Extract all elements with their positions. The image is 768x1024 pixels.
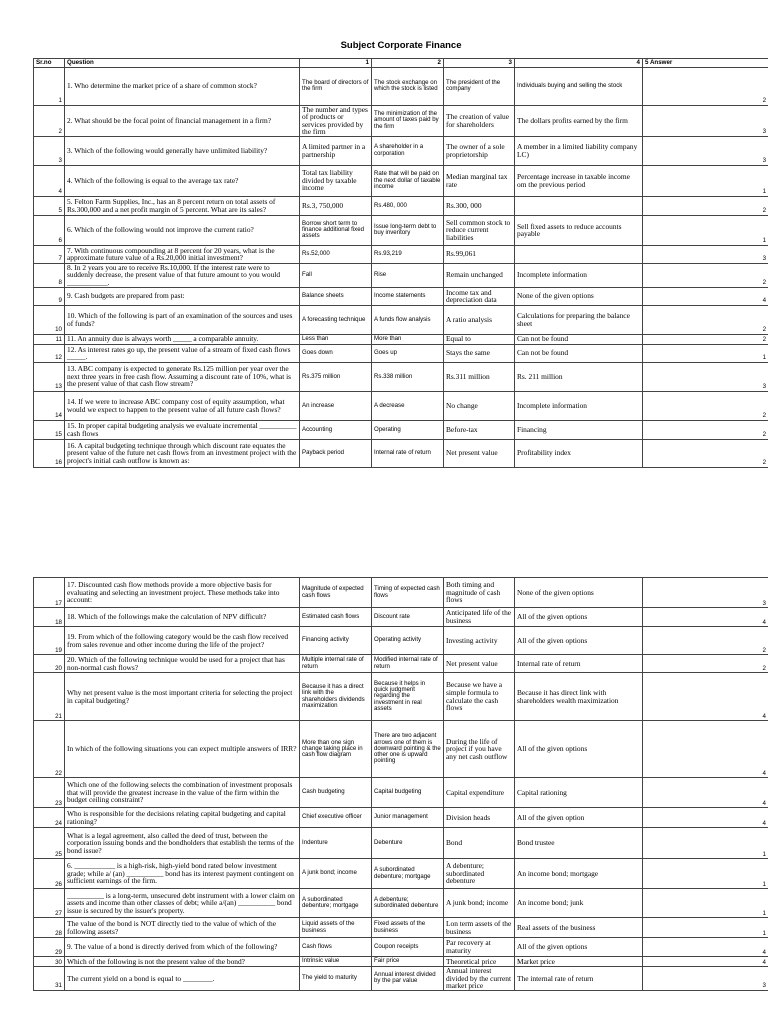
question-row [34,655,768,673]
option-1: Rs.52,000 [300,245,372,263]
question-text: The current yield on a bond is equal to ________. [65,967,300,991]
question-text: 2. What should be the focal point of financial management in a firm? [65,105,300,136]
option-4: Incomplete information [515,391,643,420]
question-row [34,721,768,778]
option-1: Accounting [300,420,372,439]
option-4: Bond trustee [515,828,643,859]
option-3: Net present value [444,655,515,673]
option-4 [515,196,643,215]
option-3: Rs.300, 000 [444,196,515,215]
option-3: Rs.311 million [444,362,515,391]
answer-cell: 2 [643,439,768,467]
option-2: Rise [372,263,444,287]
question-row [34,344,768,362]
option-4: All of the given option [515,808,643,828]
option-1: Rs.3, 750,000 [300,196,372,215]
question-text: 9. The value of a bond is directly derived from which of the following? [65,938,300,957]
option-3: A junk bond; income [444,889,515,918]
row-number: 4 [34,165,65,196]
question-sheet-page-2 [33,577,768,991]
option-1: The number and types of products or services provided by the firm [300,105,372,136]
option-1: Total tax liability divided by taxable income [300,165,372,196]
header-srno: Sr.no [34,58,65,67]
option-1: Fall [300,263,372,287]
option-4: Because it has direct link with shareholders wealth maximization [515,673,643,721]
question-row [34,215,768,245]
option-3: During the life of project if you have any net cash outflow [444,721,515,778]
option-1: Goes down [300,344,372,362]
row-number: 9 [34,287,65,305]
option-3: The creation of value for shareholders [444,105,515,136]
option-4: All of the given options [515,627,643,655]
question-row [34,391,768,420]
answer-cell: 3 [643,245,768,263]
option-4: The internal rate of return [515,967,643,991]
option-3: Median marginal tax rate [444,165,515,196]
answer-cell: 3 [643,105,768,136]
option-1: An increase [300,391,372,420]
question-text: 17. Discounted cash flow methods provide a more objective basis for evaluating and selecting an investment project. These methods take into account: [65,578,300,608]
option-4: All of the given options [515,608,643,627]
row-number: 28 [34,918,65,938]
answer-cell: 4 [643,287,768,305]
option-2: Capital budgeting [372,778,444,808]
answer-cell: 2 [643,196,768,215]
option-2: Operating [372,420,444,439]
option-1: Chief executive officer [300,808,372,828]
option-2: A funds flow analysis [372,305,444,334]
option-4: None of the given options [515,578,643,608]
option-2: Discount rate [372,608,444,627]
option-2: A decrease [372,391,444,420]
answer-cell: 4 [643,721,768,778]
answer-cell: 2 [643,305,768,334]
question-row [34,67,768,105]
option-2: Operating activity [372,627,444,655]
answer-cell: 2 [643,263,768,287]
option-2: Annual interest divided by the par value [372,967,444,991]
option-2: Timing of expected cash flows [372,578,444,608]
option-2: Rs.480, 000 [372,196,444,215]
option-1: A junk bond; income [300,859,372,889]
row-number: 10 [34,305,65,334]
option-1: Cash flows [300,938,372,957]
option-4: Calculations for preparing the balance sheet [515,305,643,334]
option-3: Lon term assets of the business [444,918,515,938]
option-2: Because it helps in quick judgment regarding the investment in real assets [372,673,444,721]
option-3: Remain unchanged [444,263,515,287]
row-number: 26 [34,859,65,889]
option-1: Liquid assets of the business [300,918,372,938]
row-number: 23 [34,778,65,808]
header-answer [643,58,768,67]
option-1: A limited partner in a partnership [300,136,372,165]
option-3: Rs.99,061 [444,245,515,263]
answer-cell: 3 [643,136,768,165]
row-number: 7 [34,245,65,263]
answer-cell: 1 [643,828,768,859]
option-2: Coupon receipts [372,938,444,957]
question-row [34,673,768,721]
option-4: Real assets of the business [515,918,643,938]
option-2: A debenture; subordinated debenture [372,889,444,918]
option-4: Capital rationing [515,778,643,808]
question-row [34,439,768,467]
option-4: An income bond; junk [515,889,643,918]
option-1: More than one sign change taking place in cash flow diagram [300,721,372,778]
question-text: Which of the following is not the present value of the bond? [65,957,300,967]
answer-cell: 2 [643,655,768,673]
question-text: 16. A capital budgeting technique through which discount rate equates the present value of the future net cash flows from an investment project with the project's initial cash outflow is known as: [65,439,300,467]
header-question: Question [65,58,300,67]
option-2: Rs.93,219 [372,245,444,263]
row-number: 18 [34,608,65,627]
option-4: Rs. 211 million [515,362,643,391]
question-text: 15. In proper capital budgeting analysis we evaluate incremental __________ cash flows [65,420,300,439]
header-option-1: 1 [300,58,372,67]
option-3: Investing activity [444,627,515,655]
row-number: 14 [34,391,65,420]
answer-cell: 4 [643,673,768,721]
option-3: A ratio analysis [444,305,515,334]
row-number: 17 [34,578,65,608]
option-3: Capital expenditure [444,778,515,808]
option-3: Anticipated life of the business [444,608,515,627]
question-text: 3. Which of the following would generally have unlimited liability? [65,136,300,165]
question-row [34,420,768,439]
question-text: 12. As interest rates go up, the present value of a stream of fixed cash flows _____. [65,344,300,362]
option-4: All of the given options [515,938,643,957]
question-row [34,578,768,608]
row-number: 19 [34,627,65,655]
question-row [34,918,768,938]
row-number: 27 [34,889,65,918]
question-row [34,957,768,967]
option-3: Equal to [444,334,515,344]
answer-cell: 1 [643,859,768,889]
option-4: Profitability index [515,439,643,467]
option-1: Magnitude of expected cash flows [300,578,372,608]
row-number: 3 [34,136,65,165]
option-1: A subordinated debenture; mortgage [300,889,372,918]
row-number: 2 [34,105,65,136]
option-3: Stays the same [444,344,515,362]
question-text: 18. Which of the followings make the calculation of NPV difficult? [65,608,300,627]
option-2: Issue long-term debt to buy inventory [372,215,444,245]
question-row [34,889,768,918]
question-row [34,967,768,991]
row-number: 29 [34,938,65,957]
question-row [34,608,768,627]
question-text: Why net present value is the most important criteria for selecting the project in capital budgeting? [65,673,300,721]
row-number: 22 [34,721,65,778]
option-1: Indenture [300,828,372,859]
row-number: 11 [34,334,65,344]
option-4: Incomplete information [515,263,643,287]
row-number: 25 [34,828,65,859]
option-4: A member in a limited liability company LC) [515,136,643,165]
option-2: The minimization of the amount of taxes paid by the firm [372,105,444,136]
row-number: 21 [34,673,65,721]
question-text: 9. Cash budgets are prepared from past: [65,287,300,305]
row-number: 8 [34,263,65,287]
answer-cell: 4 [643,778,768,808]
row-number: 31 [34,967,65,991]
answer-cell: 1 [643,918,768,938]
option-3: Before-tax [444,420,515,439]
option-1: Financing activity [300,627,372,655]
option-4: Can not be found [515,344,643,362]
option-4: An income bond; mortgage [515,859,643,889]
answer-cell: 1 [643,889,768,918]
option-4: Percentage increase in taxable income om the previous period [515,165,643,196]
question-text: __________ is a long-term, unsecured debt instrument with a lower claim on assets and income than other classes of debt; while a/(an) __________ bond issue is secured by the issuer's property. [65,889,300,918]
question-row [34,263,768,287]
question-text: Which one of the following selects the combination of investment proposals that will provide the greatest increase in the value of the firm within the budget ceiling constraint? [65,778,300,808]
row-number: 1 [34,67,65,105]
answer-cell: 4 [643,808,768,828]
option-3: The president of the company [444,67,515,105]
row-number: 20 [34,655,65,673]
question-text: 7. With continuous compounding at 8 percent for 20 years, what is the approximate future value of a Rs.20,000 initial investment? [65,245,300,263]
option-3: Both timing and magnitude of cash flows [444,578,515,608]
option-2: Fair price [372,957,444,967]
option-1: Because it has a direct link with the shareholders dividends maximization [300,673,372,721]
question-text: 8. In 2 years you are to receive Rs.10,000. If the interest rate were to suddenly decrease, the present value of that future amount to you would ___________. [65,263,300,287]
question-row [34,165,768,196]
option-3: Division heads [444,808,515,828]
question-text: What is a legal agreement, also called the deed of trust, between the corporation issuing bonds and the bondholders that establish the terms of the bond issue? [65,828,300,859]
question-text: 1. Who determine the market price of a share of common stock? [65,67,300,105]
option-4: Market price [515,957,643,967]
option-2: Modified internal rate of return [372,655,444,673]
option-2: Income statements [372,287,444,305]
option-2: A shareholder in a corporation [372,136,444,165]
question-text: 11. An annuity due is always worth _____ a comparable annuity. [65,334,300,344]
option-1: The yield to maturity [300,967,372,991]
option-4: The dollars profits earned by the firm [515,105,643,136]
question-row [34,362,768,391]
answer-cell: 2 [643,67,768,105]
option-2: A subordinated debenture; mortgage [372,859,444,889]
option-1: Less than [300,334,372,344]
answer-cell: 4 [643,608,768,627]
question-text: 14. If we were to increase ABC company cost of equity assumption, what would we expect to happen to the present value of all future cash flows? [65,391,300,420]
option-3: Theoretical price [444,957,515,967]
answer-cell: 1 [643,215,768,245]
question-row [34,938,768,957]
option-3: Sell common stock to reduce current liabilities [444,215,515,245]
option-1: Estimated cash flows [300,608,372,627]
question-text: Who is responsible for the decisions relating capital budgeting and capital rationing? [65,808,300,828]
option-2: Debenture [372,828,444,859]
header-answer-label: Answer [649,59,673,67]
question-row [34,305,768,334]
question-text: 19. From which of the following category would be the cash flow received from sales revenue and other income during the life of the project? [65,627,300,655]
row-number: 15 [34,420,65,439]
question-row [34,136,768,165]
option-4: Individuals buying and selling the stock [515,67,643,105]
answer-cell: 2 [643,391,768,420]
option-1: Intrinsic value [300,957,372,967]
row-number: 6 [34,215,65,245]
answer-cell: 3 [643,362,768,391]
header-option-5: 5 [645,59,649,67]
option-3: Annual interest divided by the current market price [444,967,515,991]
question-text: 20. Which of the following technique would be used for a project that has non-normal cash flows? [65,655,300,673]
question-row [34,808,768,828]
option-2: Fixed assets of the business [372,918,444,938]
header-option-4: 4 [515,58,643,67]
option-1: The board of directors of the firm [300,67,372,105]
option-3: Par recovery at maturity [444,938,515,957]
option-1: Rs.375 million [300,362,372,391]
row-number: 16 [34,439,65,467]
sheet-title: Subject Corporate Finance [34,34,768,58]
question-row [34,859,768,889]
question-text: 6. ___________ is a high-risk, high-yield bond rated below investment grade; while a/ (an) __________ bond has its interest payment contingent on sufficient earnings of the firm. [65,859,300,889]
answer-cell: 3 [643,578,768,608]
question-row [34,287,768,305]
row-number: 5 [34,196,65,215]
option-4: All of the given options [515,721,643,778]
option-1: Cash budgeting [300,778,372,808]
option-2: The stock exchange on which the stock is listed [372,67,444,105]
question-row [34,105,768,136]
answer-cell: 3 [643,967,768,991]
question-text: In which of the following situations you can expect multiple answers of IRR? [65,721,300,778]
answer-cell: 1 [643,165,768,196]
question-row [34,334,768,344]
row-number: 30 [34,957,65,967]
question-row [34,196,768,215]
answer-cell: 4 [643,938,768,957]
row-number: 12 [34,344,65,362]
question-row [34,828,768,859]
answer-cell: 4 [643,957,768,967]
question-text: 10. Which of the following is part of an examination of the sources and uses of funds? [65,305,300,334]
row-number: 13 [34,362,65,391]
question-row [34,245,768,263]
option-3: Because we have a simple formula to calculate the cash flows [444,673,515,721]
option-1: A forecasting technique [300,305,372,334]
option-4 [515,245,643,263]
option-2: Goes up [372,344,444,362]
answer-cell: 1 [643,344,768,362]
option-2: Rs.338 million [372,362,444,391]
option-3: The owner of a sole proprietorship [444,136,515,165]
option-4: Sell fixed assets to reduce accounts payable [515,215,643,245]
option-3: Bond [444,828,515,859]
answer-cell: 2 [643,334,768,344]
option-3: A debenture; subordinated debenture [444,859,515,889]
option-2: Internal rate of return [372,439,444,467]
option-4: Can not be found [515,334,643,344]
question-text: 6. Which of the following would not improve the current ratio? [65,215,300,245]
option-4: Internal rate of return [515,655,643,673]
option-1: Payback period [300,439,372,467]
question-sheet-page-1 [33,34,768,468]
question-row [34,627,768,655]
option-2: Rate that will be paid on the next dollar of taxable income [372,165,444,196]
option-3: Net present value [444,439,515,467]
question-row [34,778,768,808]
row-number: 24 [34,808,65,828]
question-text: 4. Which of the following is equal to the average tax rate? [65,165,300,196]
answer-cell: 2 [643,420,768,439]
option-2: Junior management [372,808,444,828]
header-option-3: 3 [444,58,515,67]
option-4: None of the given options [515,287,643,305]
option-1: Balance sheets [300,287,372,305]
option-3: Income tax and depreciation data [444,287,515,305]
answer-cell: 2 [643,627,768,655]
option-1: Borrow short term to finance additional fixed assets [300,215,372,245]
option-4: Financing [515,420,643,439]
question-text: The value of the bond is NOT directly tied to the value of which of the following assets? [65,918,300,938]
option-2: More than [372,334,444,344]
question-text: 13. ABC company is expected to generate Rs.125 million per year over the next three years in free cash flow. Assuming a discount rate of 10%, what is the present value of that cash flow stream? [65,362,300,391]
option-3: No change [444,391,515,420]
option-1: Multiple internal rate of return [300,655,372,673]
header-option-2: 2 [372,58,444,67]
question-text: 5. Felton Farm Supplies, Inc., has an 8 percent return on total assets of Rs.300,000 and a net profit margin of 5 percent. What are its sales? [65,196,300,215]
option-2: There are two adjacent arrows one of them is downward pointing & the other one is upward pointing [372,721,444,778]
